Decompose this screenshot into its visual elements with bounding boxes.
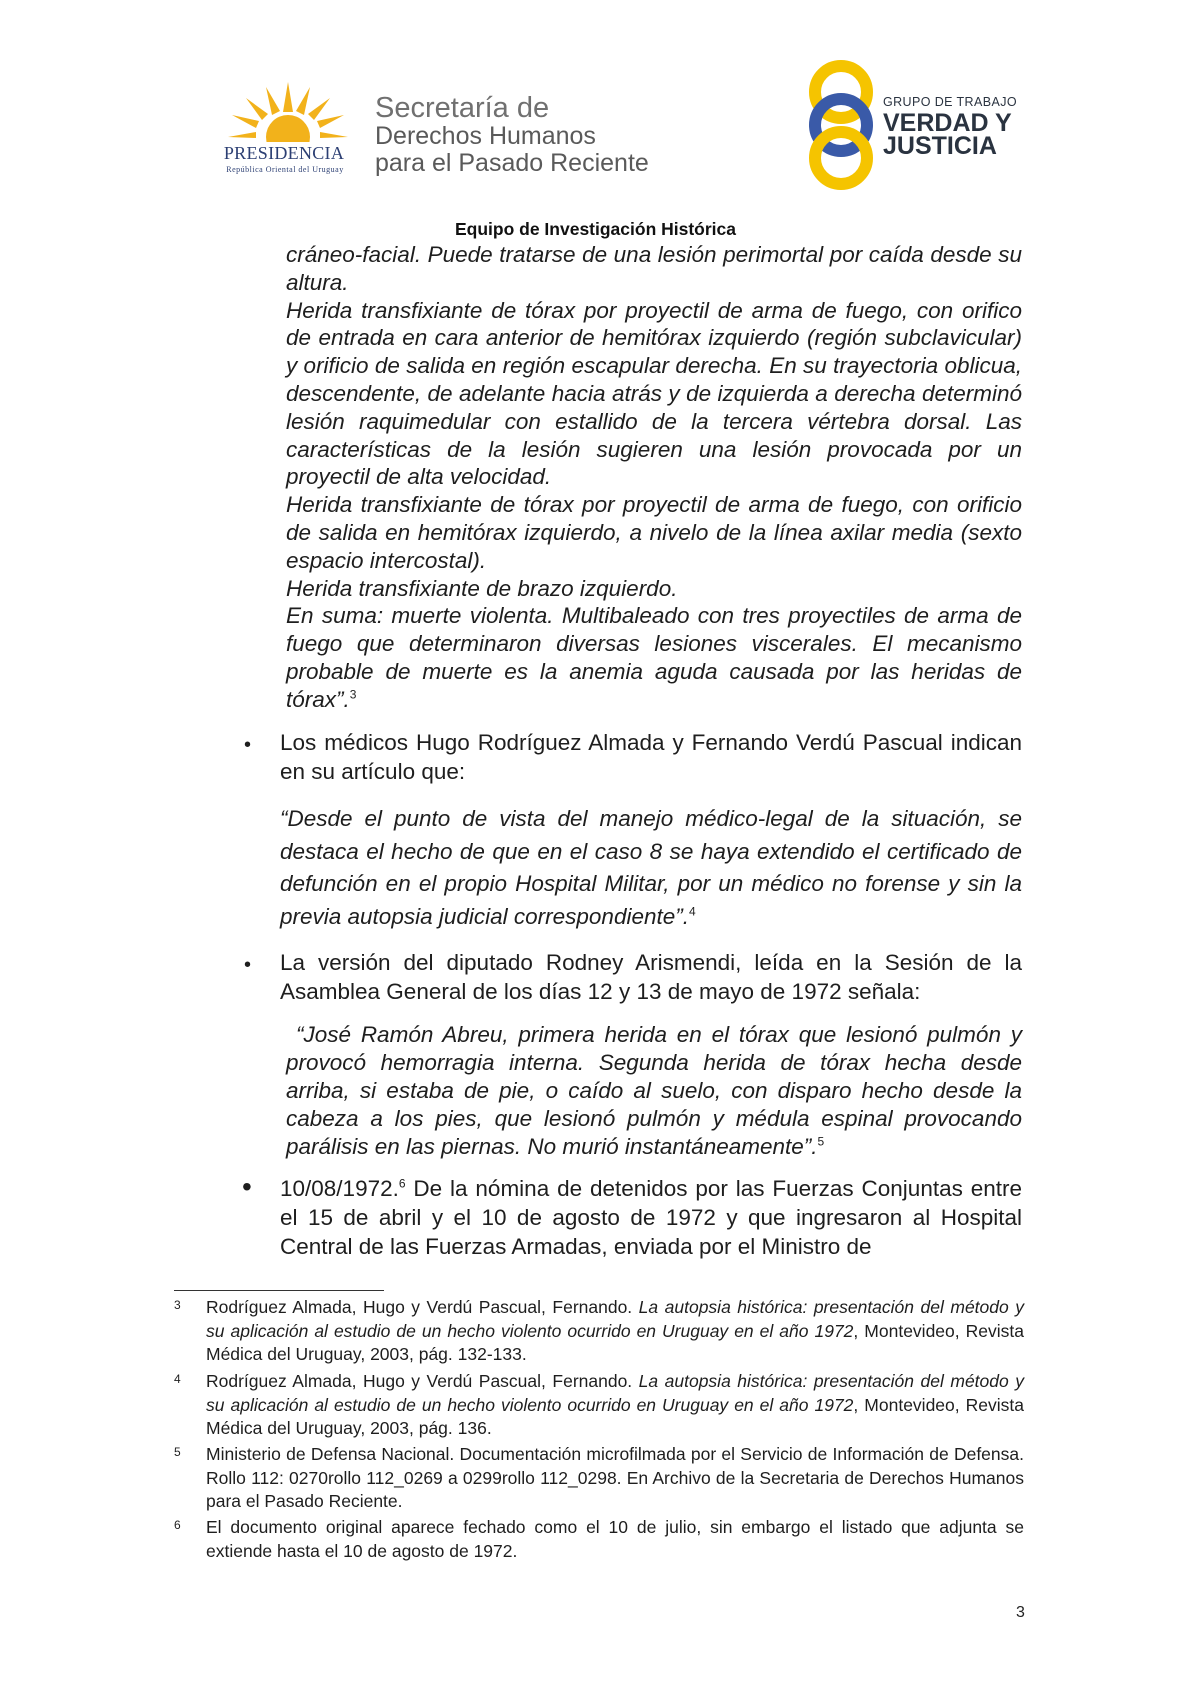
footnote-5-number: 5 — [174, 1445, 181, 1459]
sun-logo-icon — [228, 82, 348, 147]
secretaria-line-1: Secretaría de — [375, 92, 550, 124]
footnote-3-pre: Rodríguez Almada, Hugo y Verdú Pascual, Fernando. — [206, 1297, 639, 1317]
autopsy-line-3: Herida transfixiante de tórax por proyectil de arma de fuego, con orificio de salida en hemitórax izquierdo, a nivelo de la línea axilar media (sexto espacio intercostal). — [286, 492, 1022, 573]
page-header — [0, 0, 1191, 215]
footnote-4-post: , Montevideo, Revista Médica del Uruguay, 2003, pág. 136. — [206, 1394, 1024, 1438]
footnote-6 — [174, 1516, 1024, 1563]
secretaria-line-2: Derechos Humanos — [375, 122, 596, 150]
autopsy-line-2: Herida transfixiante de tórax por proyectil de arma de fuego, con orifico de entrada en cara anterior de hemitórax izquierdo (región subclavicular) y orificio de salida en región escapular derecha. En su trayectoria oblicua, descendente, de adelante hacia atrás y de izquierda a derecha determinó lesión raquimedular con estallido de la tercera vértebra dorsal. Las características de la lesión sugieren una lesión provocada por un proyectil de alta velocidad. — [286, 297, 1022, 490]
page-number: 3 — [1016, 1604, 1025, 1621]
footnote-4 — [174, 1370, 1024, 1441]
autopsy-quote-paragraph — [286, 241, 1022, 714]
bullet-3-text — [280, 1174, 1022, 1261]
autopsy-line-4: Herida transfixiante de brazo izquierdo. — [286, 575, 678, 601]
footnote-ref-3: 3 — [349, 687, 357, 702]
arismendi-quote — [286, 1021, 1022, 1161]
gvj-line-1: GRUPO DE TRABAJO — [883, 95, 1017, 109]
gvj-line-2: VERDAD Y — [883, 109, 1012, 137]
medicos-quote-text: “Desde el punto de vista del manejo médico-legal de la situación, se destaca el hecho de que en el caso 8 se haya extendido el certificado de defunción en el propio Hospital Militar, por un médico no forense y sin la previa autopsia judicial correspondiente”. — [280, 806, 1022, 929]
footnote-ref-4: 4 — [689, 904, 696, 918]
autopsy-line-5: En suma: muerte violenta. Multibaleado con tres proyectiles de arma de fuego que determinaron diversas lesiones viscerales. El mecanismo probable de muerte es la anemia aguda causada por las heridas de tórax”. — [286, 603, 1022, 712]
footnote-3-post: , Montevideo, Revista Médica del Uruguay, 2003, pág. 132-133. — [206, 1320, 1024, 1364]
medicos-quote — [280, 803, 1022, 933]
footnote-3-number: 3 — [174, 1298, 181, 1312]
footnote-3 — [174, 1296, 1024, 1367]
footnote-4-pre: Rodríguez Almada, Hugo y Verdú Pascual, Fernando. — [206, 1371, 639, 1391]
arismendi-quote-text: “José Ramón Abreu, primera herida en el tórax que lesionó pulmón y provocó hemorragia interna. Segunda herida de tórax hecha desde arriba, si estaba de pie, o caído al suelo, con disparo hecho desde la cabeza a los pies, que lesionó pulmón y médula espinal provocando parálisis en las piernas. No murió instantáneamente”. — [286, 1022, 1022, 1159]
gvj-line-3: JUSTICIA — [883, 132, 997, 160]
secretaria-line-3: para el Pasado Reciente — [375, 149, 649, 177]
footnote-4-title: La autopsia histórica: presentación del método y su aplicación al estudio de un hecho violento ocurrido en Uruguay en el año 1972 — [206, 1371, 1024, 1415]
footnote-3-title: La autopsia histórica: presentación del método y su aplicación al estudio de un hecho violento ocurrido en Uruguay en el año 1972 — [206, 1297, 1024, 1341]
footnote-4-number: 4 — [174, 1372, 181, 1386]
bullet-1-text: Los médicos Hugo Rodríguez Almada y Fernando Verdú Pascual indican en su artículo que: — [280, 730, 1022, 784]
footnote-separator — [174, 1290, 384, 1291]
presidencia-subtitle: República Oriental del Uruguay — [226, 165, 344, 174]
team-title: Equipo de Investigación Histórica — [454, 219, 737, 239]
footnote-ref-5: 5 — [817, 1134, 825, 1149]
bullet-3-body: De la nómina de detenidos por las Fuerzas Conjuntas entre el 15 de abril y el 10 de agosto de 1972 y que ingresaron al Hospital Central de las Fuerzas Armadas, enviada por el Ministro de — [280, 1176, 1022, 1259]
verdad-justicia-rings-icon — [805, 60, 877, 190]
presidencia-title: PRESIDENCIA — [223, 143, 345, 163]
bullet-3-date: 10/08/1972. — [280, 1176, 399, 1201]
bullet-1: • — [244, 734, 252, 756]
footnote-6-number: 6 — [174, 1518, 181, 1532]
bullet-3: • — [242, 1171, 252, 1202]
footnote-6-text: El documento original aparece fechado como el 10 de julio, sin embargo el listado que adjunta se extiende hasta el 10 de agosto de 1972. — [206, 1517, 1024, 1561]
footnote-5-text: Ministerio de Defensa Nacional. Documentación microfilmada por el Servicio de Información de Defensa. Rollo 112: 0270rollo 112_0269 a 0299rollo 112_0298. En Archivo de la Secretaria de Derechos Humanos para el Pasado Reciente. — [206, 1444, 1024, 1511]
footnote-ref-6: 6 — [398, 1176, 406, 1191]
bullet-2: • — [244, 954, 252, 976]
autopsy-line-1: cráneo-facial. Puede tratarse de una lesión perimortal por caída desde su altura. — [286, 242, 1022, 295]
bullet-2-text: La versión del diputado Rodney Arismendi, leída en la Sesión de la Asamblea General de los días 12 y 13 de mayo de 1972 señala: — [280, 950, 1022, 1004]
footnote-5 — [174, 1443, 1024, 1514]
